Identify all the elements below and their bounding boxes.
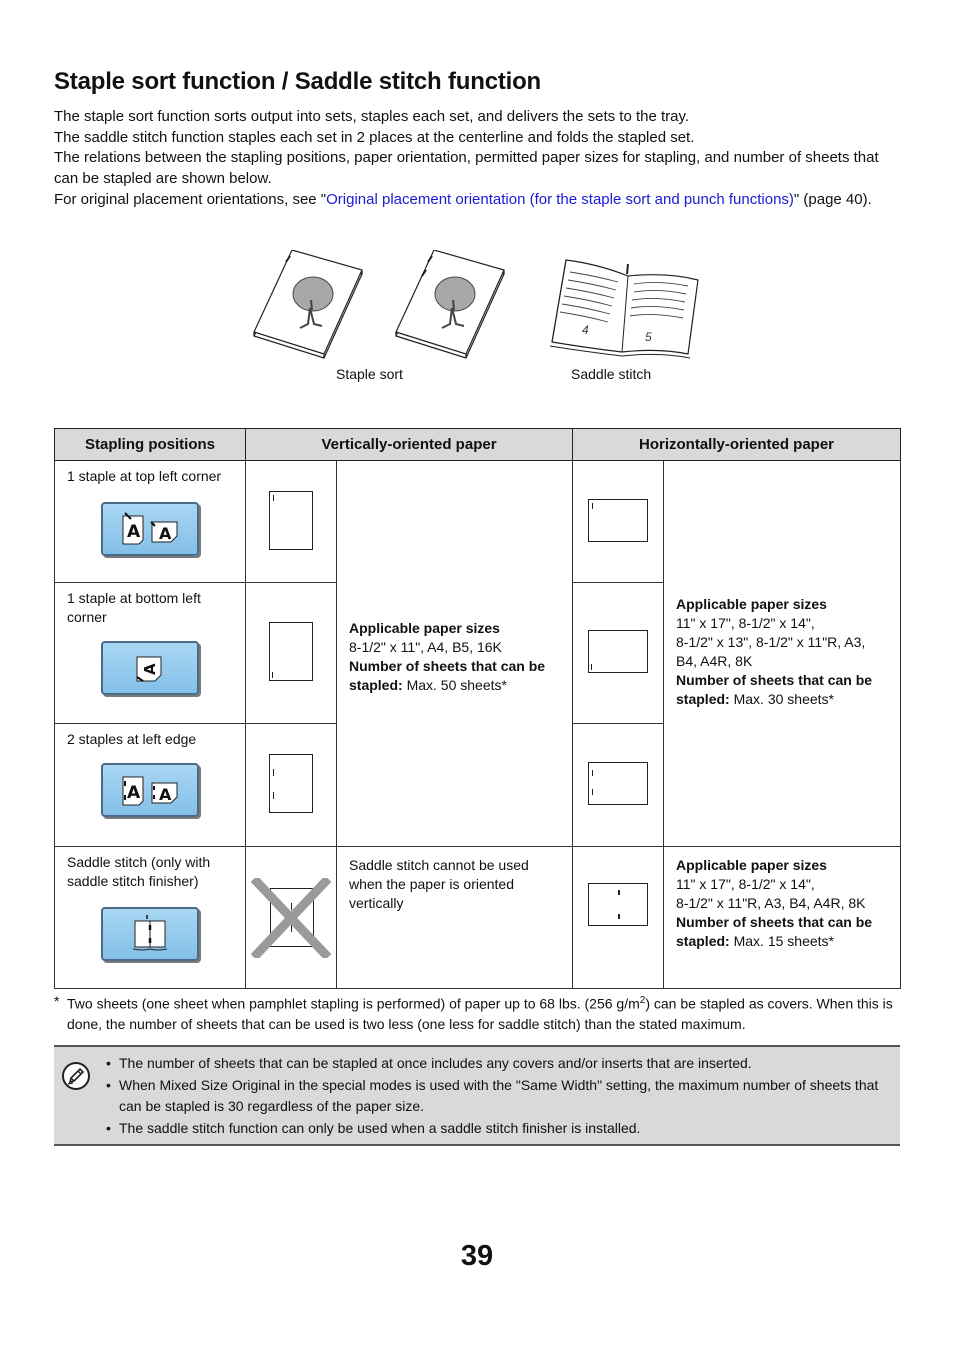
horizontal-paper-diagram-cell [573,461,664,583]
list-item: • The number of sheets that can be stapled at once includes any covers and/or inserts that are inserted. [106,1053,896,1074]
horizontal-sizes-label: Applicable paper sizes [676,595,827,612]
horizontal-paper-diagram-cell [573,583,664,724]
horizontal-paper-two-left-staples [588,762,648,805]
vertical-paper-diagram-cell [246,724,337,847]
position-cell [55,724,246,847]
footnote [54,991,904,1034]
horizontal-sheets-label: Number of sheets that can be [676,671,873,688]
vertical-sizes-label: Applicable paper sizes [349,619,500,636]
position-label: 1 staple at top left corner [67,468,222,484]
horizontal-sheets-value: Max. 30 sheets* [733,690,834,707]
staple-bottom-left-key-icon [101,641,199,695]
horizontal-sizes-3: B4, A4R, 8K [676,652,753,669]
header-vertical-paper: Vertically-oriented paper [246,429,573,461]
saddle-stitch-key-icon [101,907,199,961]
horizontal-paper-bottom-left-staple [588,630,648,673]
saddle-sizes-1: 11" x 17", 8-1/2" x 14", [676,876,815,892]
table-row [55,461,901,583]
saddle-sizes-2: 8-1/2" x 11"R, A3, B4, A4R, 8K [676,895,866,911]
svg-text:A: A [127,522,141,542]
staple-sort-illustration [250,250,510,360]
horizontal-paper-diagram-cell [573,724,664,847]
vertical-paper-top-left-staple [269,491,313,550]
list-item: • The saddle stitch function can only be used when a saddle stitch finisher is installed. [106,1118,896,1139]
footnote-marker: * [54,993,60,1009]
vertical-sheets-label-2: stapled: [349,676,403,693]
svg-text:A: A [159,524,172,543]
staple-top-left-key-icon [101,502,199,556]
intro-text [54,107,900,211]
not-available-cross-icon [251,878,331,958]
list-item: • When Mixed Size Original in the special modes is used with the "Same Width" setting, the maximum number of sheets that can be stapled is 30 regardless of the paper size. [106,1075,896,1116]
vertical-sheets-label: Number of sheets that can be [349,657,546,674]
position-label: 2 staples at left edge [67,731,197,747]
vertical-sheets-value: Max. 50 sheets* [406,676,507,693]
saddle-sheets-value: Max. 15 sheets* [733,933,834,949]
vertical-paper-info [337,461,573,847]
vertical-paper-diagram-cell [246,461,337,583]
intro-line-3: The relations between the stapling positions, paper orientation, permitted paper sizes for stapling, and number of sheets that can be stapled are shown below. [54,149,879,188]
original-placement-link[interactable]: Original placement orientation (for the staple sort and punch functions) [326,190,794,208]
header-horizontal-paper: Horizontally-oriented paper [573,429,901,461]
note-list [106,1053,896,1140]
staple-sort-caption: Staple sort [336,366,403,382]
footnote-text: Two sheets (one sheet when pamphlet stapling is performed) of paper up to 68 lbs. (256 $g/m^2$) can be stapled as covers. When this is done, the number of sheets that can be used is two less (one less for saddle stitch) than the stated maximum. [67,995,893,1032]
intro-line-1: The staple sort function sorts output into sets, staples each set, and delivers the sets to the tray. [54,108,690,125]
intro-line-4: For original placement orientations, see "Original placement orientation (for the staple sort and punch functions)" (page 40). [54,190,872,208]
stapling-table [54,428,901,989]
saddle-sheets-label: Number of sheets that can be [676,914,873,930]
pencil-note-icon [61,1061,91,1091]
position-cell [55,583,246,724]
saddle-sheets-label-2: stapled: [676,933,730,949]
position-cell [55,461,246,583]
horizontal-paper-saddle-stitch [588,883,648,926]
page-number: 39 [460,1240,494,1272]
saddle-vertical-info [337,847,573,989]
svg-text:A: A [141,663,159,675]
page-title: Staple sort function / Saddle stitch function [54,68,542,95]
saddle-vertical-text: Saddle stitch cannot be used when the paper is oriented vertically [349,857,529,911]
horizontal-paper-info [664,461,901,847]
svg-text:A: A [127,783,141,803]
vertical-paper-diagram-cell [246,583,337,724]
horizontal-sizes-1: 11" x 17", 8-1/2" x 14", [676,614,815,631]
vertical-paper-two-left-staples [269,754,313,813]
saddle-sizes-label: Applicable paper sizes [676,857,827,873]
horizontal-sheets-label-2: stapled: [676,690,730,707]
table-row [55,847,901,989]
saddle-horizontal-info [664,847,901,989]
saddle-stitch-caption: Saddle stitch [571,366,652,382]
note-box [54,1045,900,1146]
vertical-sizes: 8-1/2" x 11", A4, B5, 16K [349,638,502,655]
svg-text:A: A [159,785,172,804]
vertical-paper-bottom-left-staple [269,622,313,681]
horizontal-paper-diagram-cell [573,847,664,989]
horizontal-paper-top-left-staple [588,499,648,542]
staple-two-left-key-icon [101,763,199,817]
saddle-stitch-illustration [548,258,702,362]
horizontal-sizes-2: 8-1/2" x 13", 8-1/2" x 11"R, A3, [676,633,866,650]
header-stapling-positions: Stapling positions [55,429,246,461]
page-number-left: 4 [582,323,589,337]
position-cell [55,847,246,989]
position-label: Saddle stitch (only with saddle stitch finisher) [67,854,211,889]
page-number-right: 5 [645,330,652,344]
position-label: 1 staple at bottom left corner [67,590,201,625]
vertical-paper-diagram-cell [246,847,337,989]
intro-line-2: The saddle stitch function staples each set in 2 places at the centerline and folds the stapled set. [54,128,695,146]
